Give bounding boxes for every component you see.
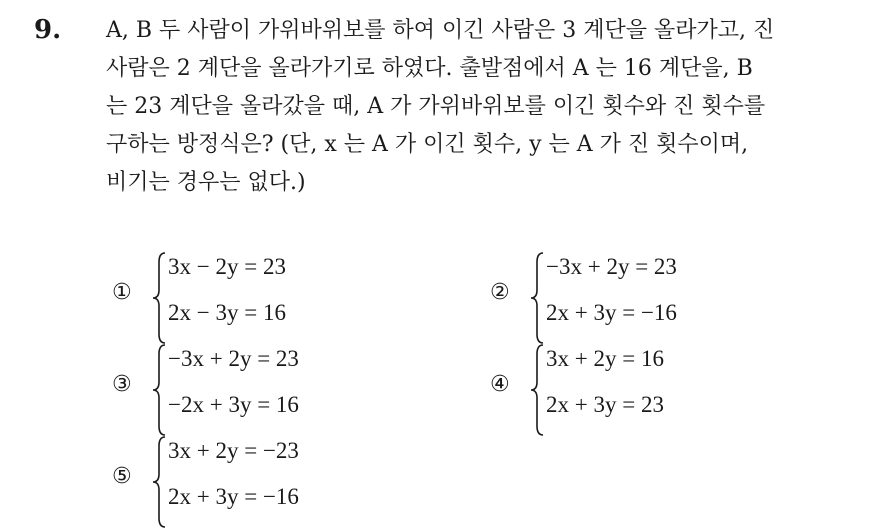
option-4-mark: ④ bbox=[490, 372, 510, 397]
option-2-mark: ② bbox=[490, 280, 510, 305]
option-3-equation-2: −2x + 3y = 16 bbox=[168, 392, 299, 417]
option-3-equation-1: −3x + 2y = 23 bbox=[168, 346, 299, 371]
question-line: A, B 두 사람이 가위바위보를 하여 이긴 사람은 3 계단을 올라가고, 진 bbox=[106, 18, 775, 43]
option-4-equation-2: 2x + 3y = 23 bbox=[546, 392, 664, 417]
left-brace-icon bbox=[530, 344, 544, 436]
option-1-equation-1: 3x − 2y = 23 bbox=[168, 254, 286, 279]
option-5-equation-1: 3x + 2y = −23 bbox=[168, 438, 299, 463]
question-line: 비기는 경우는 없다.) bbox=[106, 170, 306, 195]
option-2-equation-1: −3x + 2y = 23 bbox=[546, 254, 677, 279]
left-brace-icon bbox=[152, 436, 166, 528]
left-brace-icon bbox=[152, 344, 166, 436]
question-line: 구하는 방정식은? (단, x 는 A 가 이긴 횟수, y 는 A 가 진 횟수이며, bbox=[106, 132, 749, 157]
left-brace-icon bbox=[530, 252, 544, 344]
option-1-equation-2: 2x − 3y = 16 bbox=[168, 300, 286, 325]
option-3-mark: ③ bbox=[112, 372, 132, 397]
question-text bbox=[106, 12, 864, 202]
option-5-mark: ⑤ bbox=[112, 464, 132, 489]
option-1-mark: ① bbox=[112, 280, 132, 305]
question-number: 9. bbox=[34, 15, 62, 45]
left-brace-icon bbox=[152, 252, 166, 344]
option-4-equation-1: 3x + 2y = 16 bbox=[546, 346, 664, 371]
question-line: 사람은 2 계단을 올라가기로 하였다. 출발점에서 A 는 16 계단을, B bbox=[106, 56, 753, 81]
question-line: 는 23 계단을 올라갔을 때, A 가 가위바위보를 이긴 횟수와 진 횟수를 bbox=[106, 94, 766, 119]
option-5-equation-2: 2x + 3y = −16 bbox=[168, 484, 299, 509]
option-2-equation-2: 2x + 3y = −16 bbox=[546, 300, 677, 325]
